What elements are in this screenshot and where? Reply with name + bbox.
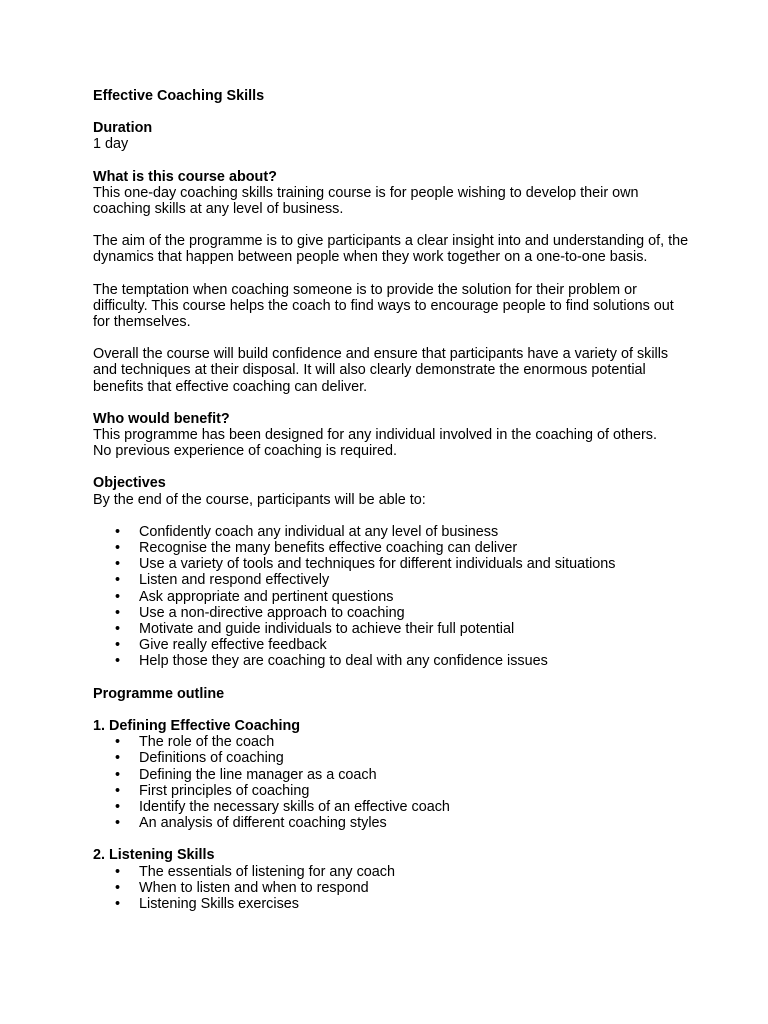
list-item xyxy=(93,540,693,556)
outline-heading: Programme outline xyxy=(93,685,225,702)
bullet-icon: • xyxy=(115,798,121,815)
list-item-text: Help those they are coaching to deal with any confidence issues xyxy=(139,653,548,670)
outline-subsection-list xyxy=(93,864,693,913)
list-item-text: When to listen and when to respond xyxy=(139,879,369,896)
list-item xyxy=(93,589,693,605)
list-item-text: The essentials of listening for any coach xyxy=(139,863,395,880)
list-item-text: Confidently coach any individual at any level of business xyxy=(139,523,499,540)
list-item xyxy=(93,637,693,653)
about-paragraph: Overall the course will build confidence and ensure that participants have a variety of skills and techniques at their disposal. It will also clearly demonstrate the enormous potential benefits that effective coaching can deliver. xyxy=(93,346,669,395)
about-paragraph: The aim of the programme is to give participants a clear insight into and understanding of, the dynamics that happen between people when they work together on a one-to-one basis. xyxy=(93,233,689,266)
outline-subsection-heading: 1. Defining Effective Coaching xyxy=(93,717,301,734)
about-paragraph: This one-day coaching skills training course is for people wishing to develop their own coaching skills at any level of business. xyxy=(93,184,639,218)
duration-section xyxy=(93,120,693,152)
bullet-icon: • xyxy=(115,556,121,573)
list-item xyxy=(93,605,693,621)
list-item-text: Definitions of coaching xyxy=(139,750,284,767)
list-item xyxy=(93,621,693,637)
list-item-text: First principles of coaching xyxy=(139,782,310,799)
list-item-text: Listen and respond effectively xyxy=(139,572,330,589)
benefit-section xyxy=(93,411,693,460)
bullet-icon: • xyxy=(115,734,121,751)
outline-subsection-heading: 2. Listening Skills xyxy=(93,847,215,864)
bullet-icon: • xyxy=(115,895,121,912)
list-item xyxy=(93,896,693,912)
about-heading: What is this course about? xyxy=(93,168,277,185)
bullet-icon: • xyxy=(115,879,121,896)
bullet-icon: • xyxy=(115,588,121,605)
list-item-text: The role of the coach xyxy=(139,734,275,751)
list-item-text: Use a variety of tools and techniques for different individuals and situations xyxy=(139,556,616,573)
objectives-list xyxy=(93,524,693,670)
bullet-icon: • xyxy=(115,604,121,621)
list-item-text: Give really effective feedback xyxy=(139,637,327,654)
duration-heading: Duration xyxy=(93,120,153,137)
list-item xyxy=(93,750,693,766)
list-item xyxy=(93,524,693,540)
list-item xyxy=(93,734,693,750)
objectives-heading: Objectives xyxy=(93,475,166,492)
bullet-icon: • xyxy=(115,540,121,557)
outline-subsection xyxy=(93,718,693,831)
list-item-text: Motivate and guide individuals to achieve their full potential xyxy=(139,621,515,638)
bullet-icon: • xyxy=(115,621,121,638)
list-item xyxy=(93,767,693,783)
list-item xyxy=(93,880,693,896)
bullet-icon: • xyxy=(115,572,121,589)
bullet-icon: • xyxy=(115,523,121,540)
benefit-line: This programme has been designed for any individual involved in the coaching of others. xyxy=(93,427,657,444)
list-item xyxy=(93,556,693,572)
bullet-icon: • xyxy=(115,815,121,832)
bullet-icon: • xyxy=(115,766,121,783)
list-item xyxy=(93,864,693,880)
objectives-intro: By the end of the course, participants will be able to: xyxy=(93,491,426,508)
list-item-text: Recognise the many benefits effective coaching can deliver xyxy=(139,540,518,557)
benefit-line: No previous experience of coaching is required. xyxy=(93,443,397,460)
duration-value: 1 day xyxy=(93,136,129,153)
list-item-text: Identify the necessary skills of an effective coach xyxy=(139,798,450,815)
list-item-text: Use a non-directive approach to coaching xyxy=(139,604,405,621)
list-item xyxy=(93,572,693,588)
list-item-text: An analysis of different coaching styles xyxy=(139,815,387,832)
objectives-section xyxy=(93,475,693,669)
bullet-icon: • xyxy=(115,653,121,670)
list-item xyxy=(93,783,693,799)
document-page xyxy=(93,88,693,912)
outline-subsection xyxy=(93,847,693,912)
list-item xyxy=(93,653,693,669)
list-item xyxy=(93,799,693,815)
document-title: Effective Coaching Skills xyxy=(93,88,265,104)
bullet-icon: • xyxy=(115,637,121,654)
outline-subsection-list xyxy=(93,734,693,831)
bullet-icon: • xyxy=(115,863,121,880)
outline-section xyxy=(93,686,693,912)
bullet-icon: • xyxy=(115,782,121,799)
about-paragraph: The temptation when coaching someone is to provide the solution for their problem or difficulty. This course helps the coach to find ways to encourage people to find solutions out for themselves. xyxy=(93,281,674,331)
about-section xyxy=(93,169,693,395)
bullet-icon: • xyxy=(115,750,121,767)
list-item-text: Listening Skills exercises xyxy=(139,895,299,912)
benefit-heading: Who would benefit? xyxy=(93,410,230,427)
list-item xyxy=(93,815,693,831)
list-item-text: Defining the line manager as a coach xyxy=(139,766,377,783)
list-item-text: Ask appropriate and pertinent questions xyxy=(139,588,394,605)
